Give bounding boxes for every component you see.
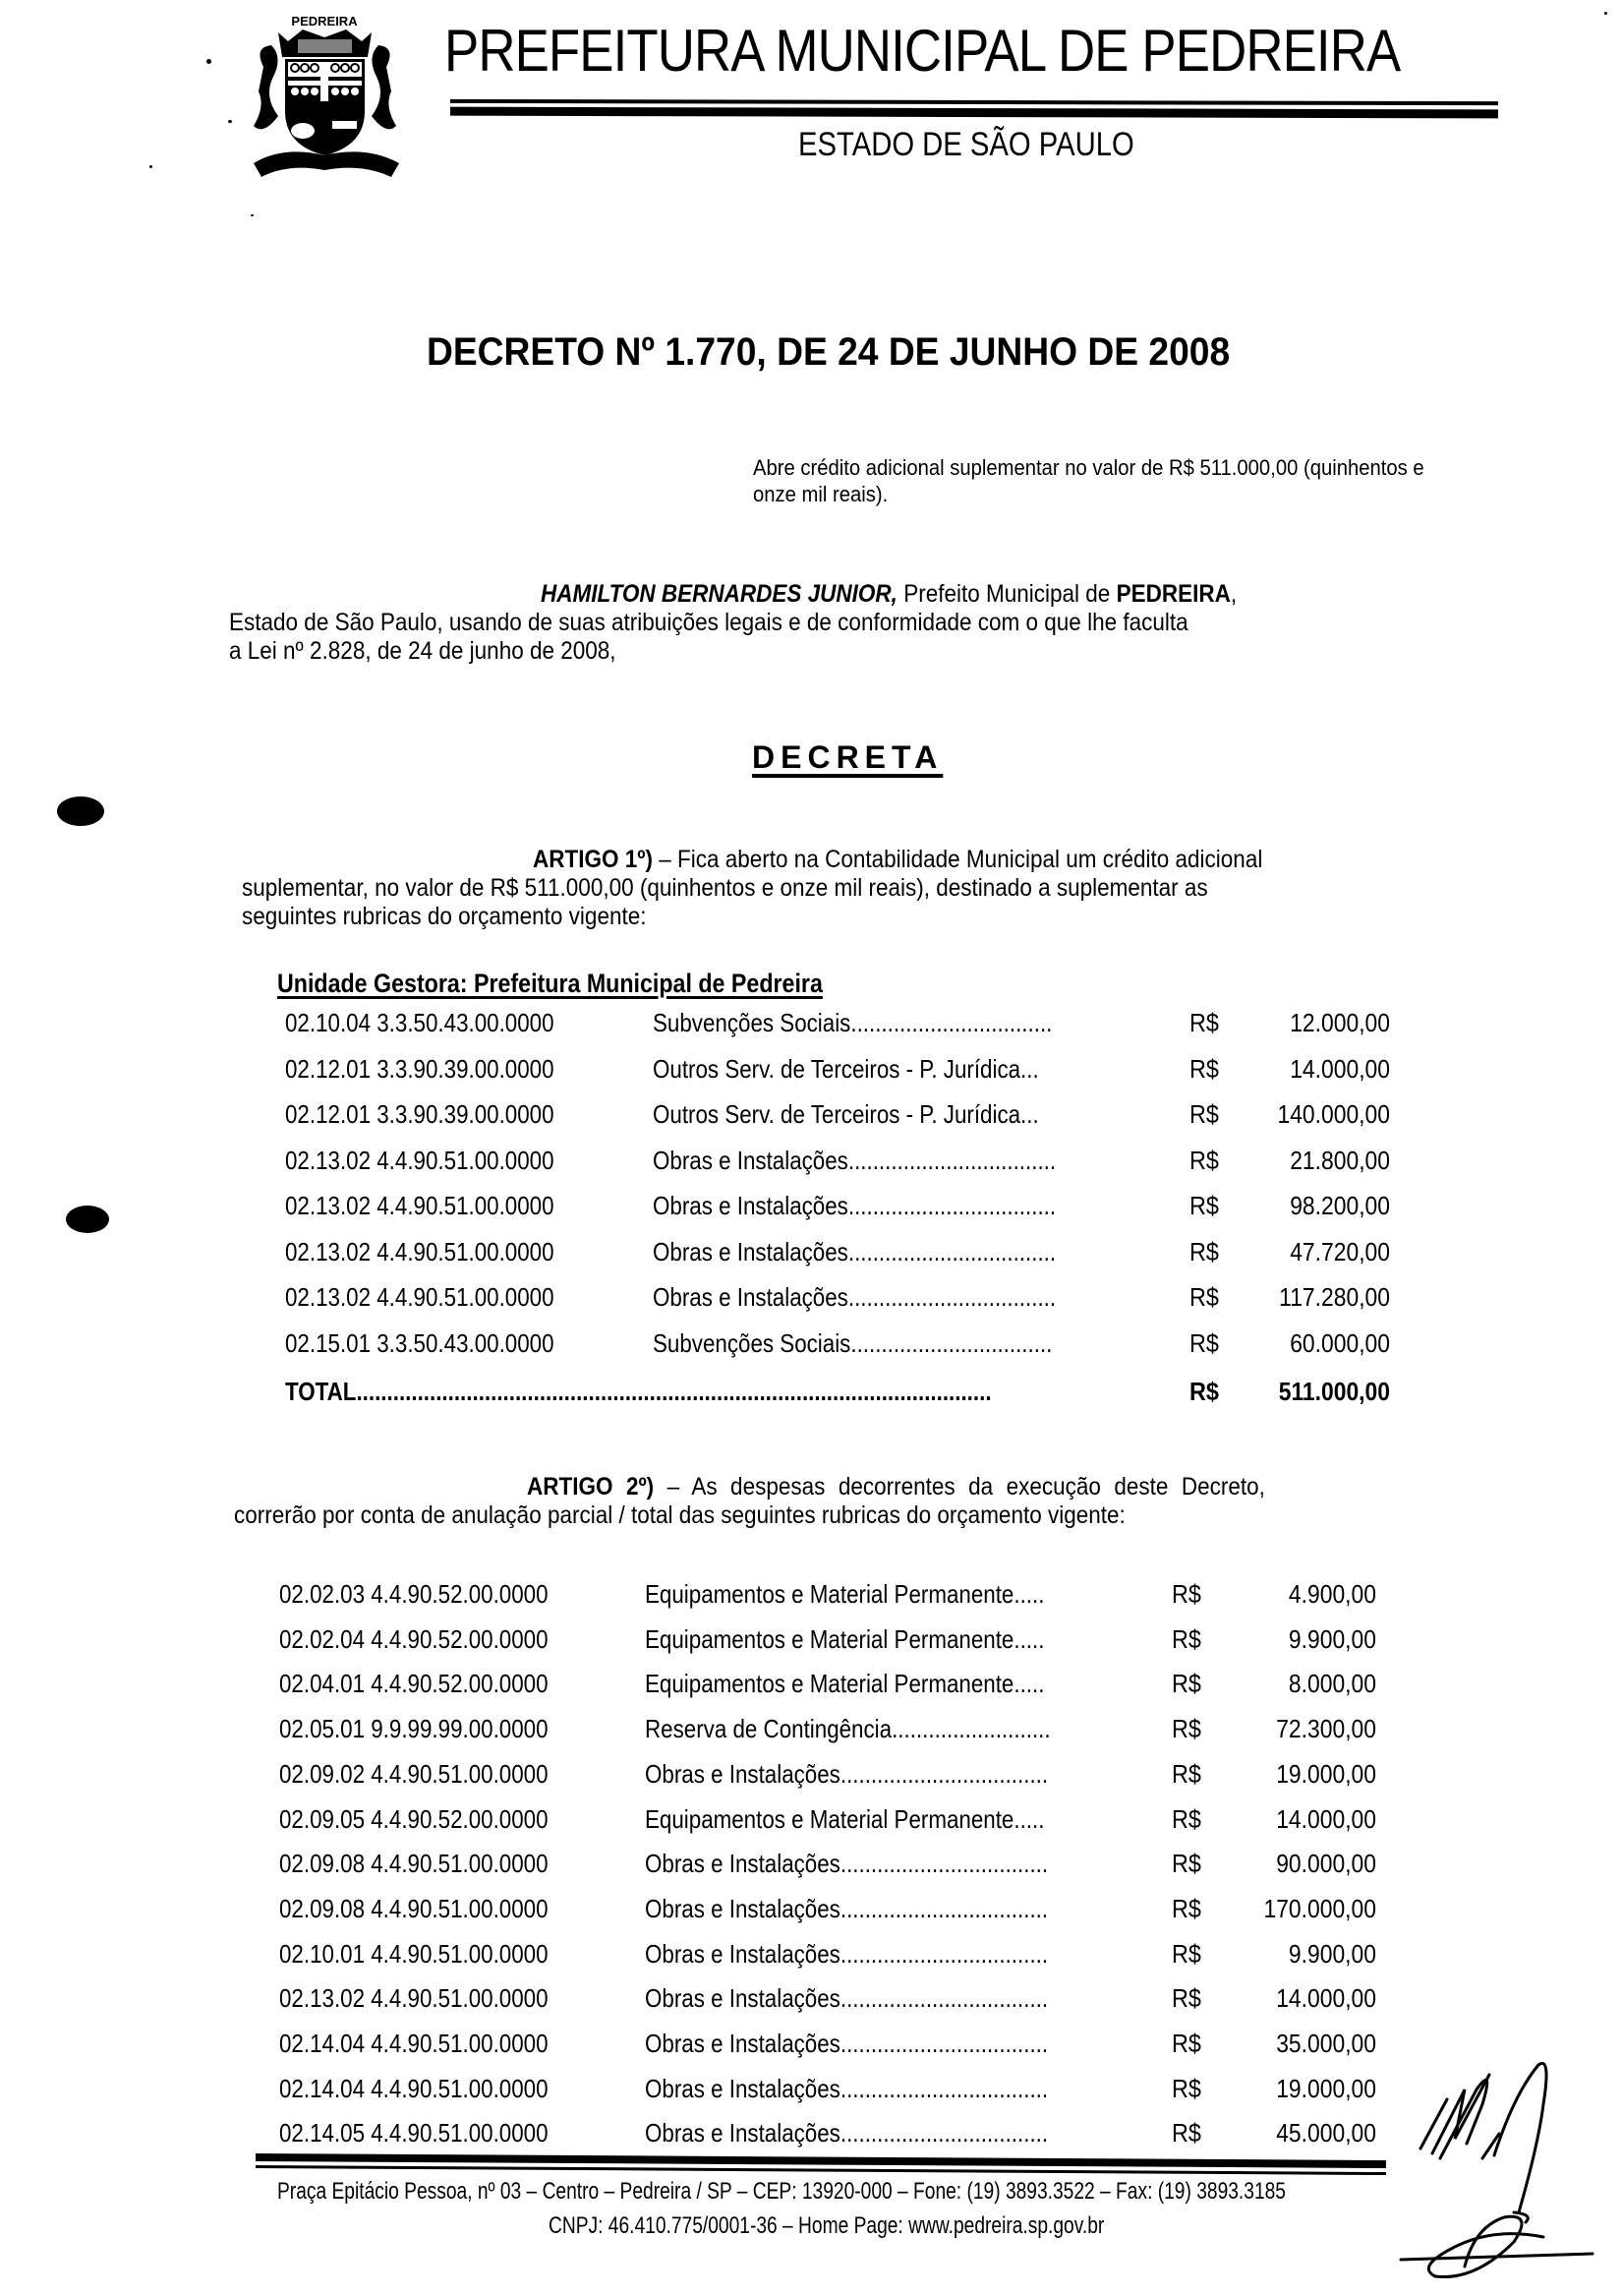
currency: R$ xyxy=(1172,1714,1201,1744)
budget-code: 02.13.02 4.4.90.51.00.0000 xyxy=(285,1282,554,1312)
item-description: Obras e Instalações.................................. xyxy=(645,1938,1049,1969)
currency: R$ xyxy=(1189,1008,1219,1037)
item-description: Reserva de Contingência.......................... xyxy=(645,1714,1051,1744)
artigo1-label: ARTIGO 1º) xyxy=(533,846,653,873)
decreta-heading: DECRETA xyxy=(752,739,944,775)
item-value: 45.000,00 xyxy=(1276,2118,1376,2149)
budget-code: 02.05.01 9.9.99.99.00.0000 xyxy=(279,1714,549,1744)
preamble-line: a Lei nº 2.828, de 24 de junho de 2008, xyxy=(229,637,616,665)
currency: R$ xyxy=(1172,1983,1201,2014)
item-description: Obras e Instalações.................................. xyxy=(645,2029,1049,2058)
artigo2-line: correrão por conta de anulação parcial / total das seguintes rubricas do orçamento vigente: xyxy=(234,1501,1126,1529)
budget-code: 02.09.05 4.4.90.52.00.0000 xyxy=(279,1803,549,1834)
footer-cnpj: CNPJ: 46.410.775/0001-36 – Home Page: www.pedreira.sp.gov.br xyxy=(549,2212,1105,2239)
item-value: 14.000,00 xyxy=(1276,1803,1376,1834)
budget-code: 02.09.02 4.4.90.51.00.0000 xyxy=(279,1758,549,1789)
currency: R$ xyxy=(1172,2073,1201,2103)
currency: R$ xyxy=(1172,2029,1201,2058)
currency: R$ xyxy=(1189,1053,1219,1084)
item-value: 14.000,00 xyxy=(1276,1983,1376,2014)
preamble-line: Estado de São Paulo, usando de suas atribuições legais e de conformidade com o que lhe faculta xyxy=(229,609,1188,636)
budget-code: 02.13.02 4.4.90.51.00.0000 xyxy=(285,1145,554,1175)
artigo2-label: ARTIGO 2º) xyxy=(527,1473,655,1501)
header-rule xyxy=(450,99,1498,105)
item-description: Equipamentos e Material Permanente..... xyxy=(645,1669,1045,1699)
scan-speck xyxy=(1604,12,1607,15)
item-description: Obras e Instalações.................................. xyxy=(645,2073,1049,2103)
punch-hole xyxy=(66,1206,109,1233)
currency: R$ xyxy=(1172,1669,1201,1699)
item-value: 4.900,00 xyxy=(1288,1579,1376,1609)
item-value: 21.800,00 xyxy=(1290,1145,1390,1175)
preamble-text: Prefeito Municipal de xyxy=(897,580,1117,608)
currency: R$ xyxy=(1172,1579,1201,1609)
artigo1-line xyxy=(533,846,1262,874)
currency: R$ xyxy=(1189,1236,1219,1266)
currency: R$ xyxy=(1172,2118,1201,2149)
item-description: Equipamentos e Material Permanente..... xyxy=(645,1623,1045,1654)
letterhead-title: PREFEITURA MUNICIPAL DE PEDREIRA xyxy=(444,18,1401,84)
item-description: Obras e Instalações.................................. xyxy=(645,1849,1049,1879)
letterhead-subtitle: ESTADO DE SÃO PAULO xyxy=(798,126,1134,163)
item-value: 8.000,00 xyxy=(1288,1669,1376,1699)
currency: R$ xyxy=(1189,1099,1219,1129)
item-value: 35.000,00 xyxy=(1276,2029,1376,2058)
item-value: 19.000,00 xyxy=(1276,2073,1376,2103)
item-description: Obras e Instalações.................................. xyxy=(653,1191,1057,1220)
item-value: 19.000,00 xyxy=(1276,1758,1376,1789)
currency: R$ xyxy=(1189,1377,1219,1406)
item-value: 60.000,00 xyxy=(1290,1327,1390,1358)
coat-of-arms-icon xyxy=(244,8,406,180)
emblem-label: PEDREIRA xyxy=(291,14,358,29)
decree-ementa: Abre crédito adicional suplementar no valor de R$ 511.000,00 (quinhentos e onze mil reais). xyxy=(753,455,1424,506)
footer-address: Praça Epitácio Pessoa, nº 03 – Centro – Pedreira / SP – CEP: 13920-000 – Fone: (19) 3893.3522 – Fax: (19) 3893.3185 xyxy=(277,2178,1286,2205)
city-name: PEDREIRA xyxy=(1116,580,1231,608)
currency: R$ xyxy=(1172,1758,1201,1789)
budget-code: 02.14.04 4.4.90.51.00.0000 xyxy=(279,2029,549,2058)
scan-speck xyxy=(206,59,211,64)
artigo1-text: – Fica aberto na Contabilidade Municipal um crédito adicional xyxy=(652,846,1263,873)
budget-code: 02.14.05 4.4.90.51.00.0000 xyxy=(279,2118,549,2149)
total-label: TOTAL........................................................................................................ xyxy=(285,1377,992,1406)
item-description: Obras e Instalações.................................. xyxy=(645,2118,1049,2149)
item-description: Subvenções Sociais................................. xyxy=(653,1327,1053,1358)
artigo2-text: – As despesas decorrentes da execução deste Decreto, xyxy=(654,1473,1265,1501)
item-description: Obras e Instalações.................................. xyxy=(645,1983,1049,2014)
item-value: 72.300,00 xyxy=(1276,1714,1376,1744)
decree-title: DECRETO Nº 1.770, DE 24 DE JUNHO DE 2008 xyxy=(427,330,1231,374)
item-value: 140.000,00 xyxy=(1277,1099,1390,1129)
scan-speck xyxy=(251,214,254,216)
total-value: 511.000,00 xyxy=(1278,1377,1390,1406)
item-value: 98.200,00 xyxy=(1290,1191,1390,1220)
signature-icon xyxy=(1396,2006,1622,2291)
currency: R$ xyxy=(1189,1327,1219,1358)
currency: R$ xyxy=(1189,1282,1219,1312)
budget-code: 02.13.02 4.4.90.51.00.0000 xyxy=(285,1236,554,1266)
item-description: Equipamentos e Material Permanente..... xyxy=(645,1803,1045,1834)
budget-code: 02.02.03 4.4.90.52.00.0000 xyxy=(279,1579,549,1609)
budget-code: 02.10.01 4.4.90.51.00.0000 xyxy=(279,1938,549,1969)
punch-hole xyxy=(57,796,104,826)
item-value: 47.720,00 xyxy=(1290,1236,1390,1266)
item-description: Obras e Instalações.................................. xyxy=(653,1236,1057,1266)
item-value: 170.000,00 xyxy=(1263,1893,1376,1923)
budget-code: 02.12.01 3.3.90.39.00.0000 xyxy=(285,1053,554,1084)
item-value: 14.000,00 xyxy=(1290,1053,1390,1084)
budget-code: 02.09.08 4.4.90.51.00.0000 xyxy=(279,1849,549,1879)
budget-code: 02.10.04 3.3.50.43.00.0000 xyxy=(285,1008,554,1037)
budget-code: 02.09.08 4.4.90.51.00.0000 xyxy=(279,1893,549,1923)
currency: R$ xyxy=(1172,1849,1201,1879)
item-value: 12.000,00 xyxy=(1290,1008,1390,1037)
mayor-name: HAMILTON BERNARDES JUNIOR, xyxy=(541,580,898,608)
artigo2-line xyxy=(527,1473,1265,1501)
item-description: Subvenções Sociais................................. xyxy=(653,1008,1053,1037)
unidade-gestora-heading: Unidade Gestora: Prefeitura Municipal de Pedreira xyxy=(277,969,823,998)
budget-code: 02.12.01 3.3.90.39.00.0000 xyxy=(285,1099,554,1129)
item-value: 9.900,00 xyxy=(1288,1623,1376,1654)
currency: R$ xyxy=(1172,1893,1201,1923)
header-rule xyxy=(450,107,1498,119)
currency: R$ xyxy=(1172,1803,1201,1834)
item-description: Obras e Instalações.................................. xyxy=(653,1282,1057,1312)
preamble-text: , xyxy=(1230,580,1238,608)
artigo1-line: suplementar, no valor de R$ 511.000,00 (quinhentos e onze mil reais), destinado a suplementar as xyxy=(242,874,1208,902)
currency: R$ xyxy=(1189,1145,1219,1175)
item-value: 9.900,00 xyxy=(1288,1938,1376,1969)
item-description: Obras e Instalações.................................. xyxy=(653,1145,1057,1175)
item-description: Obras e Instalações.................................. xyxy=(645,1758,1049,1789)
scan-speck xyxy=(228,120,232,123)
budget-code: 02.14.04 4.4.90.51.00.0000 xyxy=(279,2073,549,2103)
item-value: 90.000,00 xyxy=(1276,1849,1376,1879)
budget-code: 02.13.02 4.4.90.51.00.0000 xyxy=(279,1983,549,2014)
item-description: Outros Serv. de Terceiros - P. Jurídica... xyxy=(653,1099,1039,1129)
currency: R$ xyxy=(1172,1938,1201,1969)
item-description: Obras e Instalações.................................. xyxy=(645,1893,1049,1923)
budget-code: 02.15.01 3.3.50.43.00.0000 xyxy=(285,1327,554,1358)
preamble-line xyxy=(541,580,1237,609)
budget-code: 02.02.04 4.4.90.52.00.0000 xyxy=(279,1623,549,1654)
artigo1-line: seguintes rubricas do orçamento vigente: xyxy=(242,903,647,930)
scan-speck xyxy=(149,165,152,168)
item-description: Outros Serv. de Terceiros - P. Jurídica... xyxy=(653,1053,1039,1084)
budget-code: 02.13.02 4.4.90.51.00.0000 xyxy=(285,1191,554,1220)
item-description: Equipamentos e Material Permanente..... xyxy=(645,1579,1045,1609)
budget-code: 02.04.01 4.4.90.52.00.0000 xyxy=(279,1669,549,1699)
currency: R$ xyxy=(1189,1191,1219,1220)
item-value: 117.280,00 xyxy=(1279,1282,1390,1312)
currency: R$ xyxy=(1172,1623,1201,1654)
